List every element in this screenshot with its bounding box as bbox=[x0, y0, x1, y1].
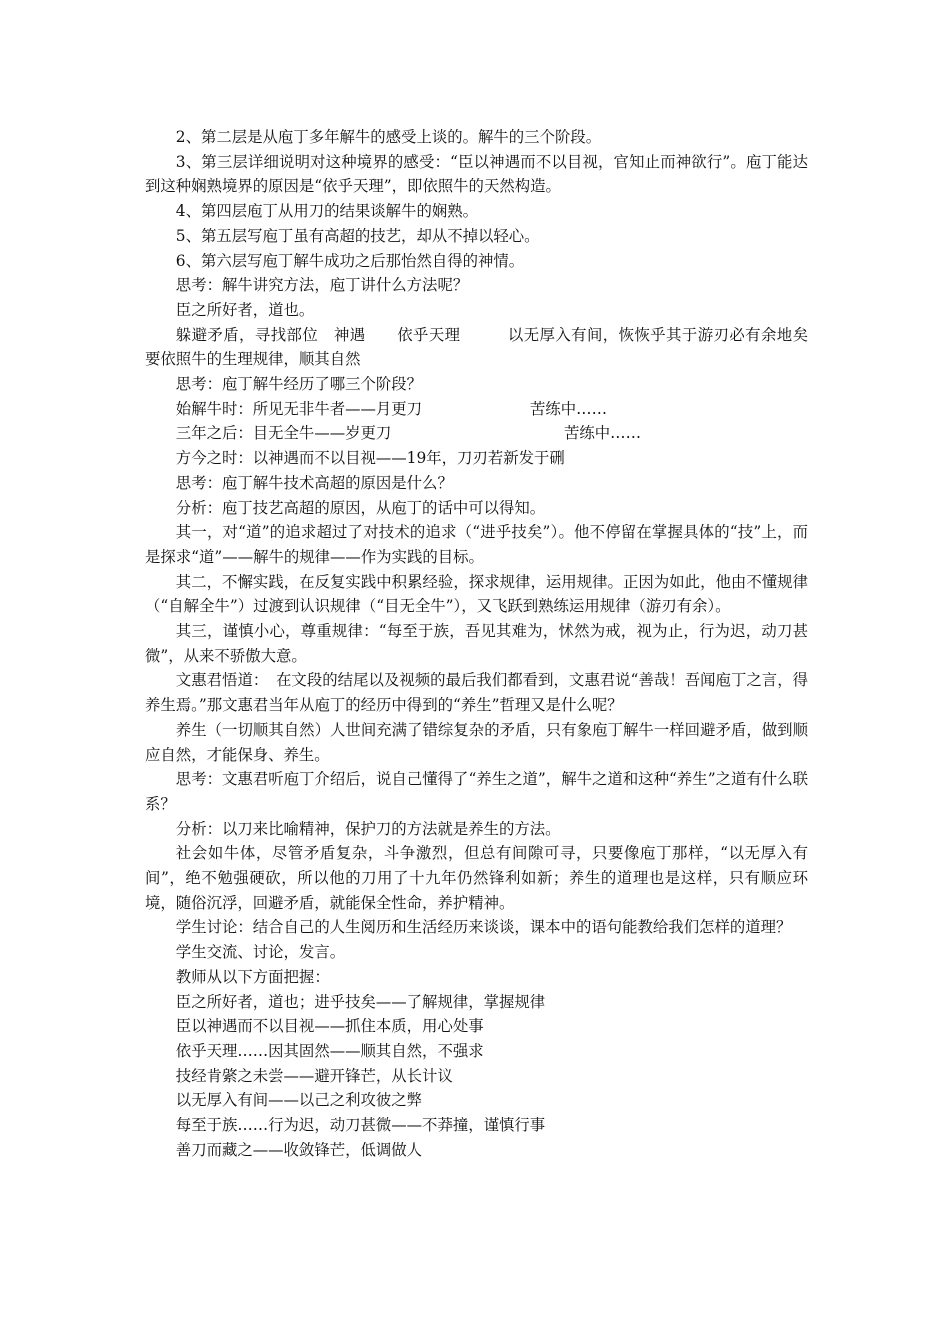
paragraph: 思考：解牛讲究方法，庖丁讲什么方法呢？ bbox=[175, 276, 469, 295]
paragraph: 躲避矛盾，寻找部位 神遇 依乎天理 以无厚入有间，恢恢乎其于游刃必有余地矣 要依照牛的生理规律，顺其自然 bbox=[145, 325, 855, 369]
paragraph: 善刀而藏之——收敛锋芒，低调做人 bbox=[175, 1140, 423, 1159]
paragraph: 臣以神遇而不以目视——抓住本质，用心处事 bbox=[175, 1017, 484, 1036]
paragraph: 教师从以下方面把握： bbox=[175, 967, 330, 986]
paragraph: 臣之所好者，道也。 bbox=[175, 300, 315, 319]
paragraph: 以无厚入有间——以己之利攻彼之弊 bbox=[175, 1091, 423, 1110]
paragraph: 每至于族……行为迟，动刀甚微——不莽撞，谨慎行事 bbox=[175, 1116, 546, 1135]
paragraph: 4、第四层庖丁从用刀的结果谈解牛的娴熟。 bbox=[175, 202, 479, 221]
paragraph: 其一，对“道”的追求超过了对技术的追求（“进乎技矣”）。他不停留在掌握具体的“技”上，而是探求“道”——解牛的规律——作为实践的目标。 bbox=[145, 523, 808, 566]
paragraph: 社会如牛体，尽管矛盾复杂，斗争激烈，但总有间隙可寻，只要像庖丁那样，“以无厚入有间”，绝不勉强硬砍，所以他的刀用了十九年仍然锋利如新；养生的道理也是这样，只有顺应环境，随俗沉浮，回避矛盾，就能保全性命，养护精神。 bbox=[145, 844, 808, 912]
stage-note: 苦练中…… bbox=[564, 424, 641, 443]
paragraph: 依乎天理……因其固然——顺其自然，不强求 bbox=[175, 1041, 484, 1060]
paragraph: 技经肯綮之未尝——避开锋芒，从长计议 bbox=[175, 1066, 453, 1085]
stage-text: 三年之后：目无全牛——岁更刀 bbox=[175, 424, 392, 443]
paragraph: 养生（一切顺其自然）人世间充满了错综复杂的矛盾，只有象庖丁解牛一样回避矛盾，做到顺应自然，才能保身、养生。 bbox=[145, 720, 808, 764]
stage-text: 方今之时：以神遇而不以目视——19年，刀刃若新发于硎 bbox=[175, 449, 565, 468]
document-body bbox=[145, 125, 855, 1162]
stage-line bbox=[145, 446, 808, 471]
paragraph: 分析：以刀来比喻精神，保护刀的方法就是养生的方法。 bbox=[175, 819, 561, 838]
paragraph: 5、第五层写庖丁虽有高超的技艺，却从不掉以轻心。 bbox=[175, 226, 540, 245]
paragraph: 臣之所好者，道也；进乎技矣——了解规律，掌握规律 bbox=[175, 992, 546, 1011]
stage-line bbox=[145, 397, 808, 422]
paragraph: 2、第二层是从庖丁多年解牛的感受上谈的。解牛的三个阶段。 bbox=[175, 128, 602, 146]
paragraph: 学生交流、讨论，发言。 bbox=[175, 943, 346, 962]
paragraph: 学生讨论：结合自己的人生阅历和生活经历来谈谈，课本中的语句能教给我们怎样的道理？ bbox=[175, 918, 792, 937]
paragraph: 文惠君悟道： 在文段的结尾以及视频的最后我们都看到，文惠君说“善哉！吾闻庖丁之言，得养生焉。”那文惠君当年从庖丁的经历中得到的“养生”哲理又是什么呢？ bbox=[145, 671, 808, 715]
paragraph: 其三，谨慎小心，尊重规律：“每至于族，吾见其难为，怵然为戒，视为止，行为迟，动刀甚微”，从来不骄傲大意。 bbox=[145, 622, 808, 665]
stage-note: 苦练中…… bbox=[530, 399, 607, 418]
paragraph: 其二，不懈实践，在反复实践中积累经验，探求规律，运用规律。正因为如此，他由不懂规律（“自解全牛”）过渡到认识规律（“目无全牛”），又飞跃到熟练运用规律（游刃有余）。 bbox=[145, 572, 808, 616]
paragraph: 3、第三层详细说明对这种境界的感受：“臣以神遇而不以目视，官知止而神欲行”。庖丁能达到这种娴熟境界的原因是“依乎天理”，即依照牛的天然构造。 bbox=[145, 152, 808, 196]
paragraph: 6、第六层写庖丁解牛成功之后那怡然自得的神情。 bbox=[175, 251, 525, 270]
paragraph: 分析：庖丁技艺高超的原因，从庖丁的话中可以得知。 bbox=[175, 498, 546, 517]
paragraph: 思考：庖丁解牛经历了哪三个阶段？ bbox=[175, 375, 423, 394]
stage-text: 始解牛时：所见无非牛者——月更刀 bbox=[175, 399, 423, 418]
paragraph: 思考：庖丁解牛技术高超的原因是什么？ bbox=[175, 473, 453, 492]
stage-line bbox=[145, 421, 808, 446]
paragraph: 思考：文惠君听庖丁介绍后，说自己懂得了“养生之道”，解牛之道和这种“养生”之道有什么联系？ bbox=[145, 770, 808, 813]
